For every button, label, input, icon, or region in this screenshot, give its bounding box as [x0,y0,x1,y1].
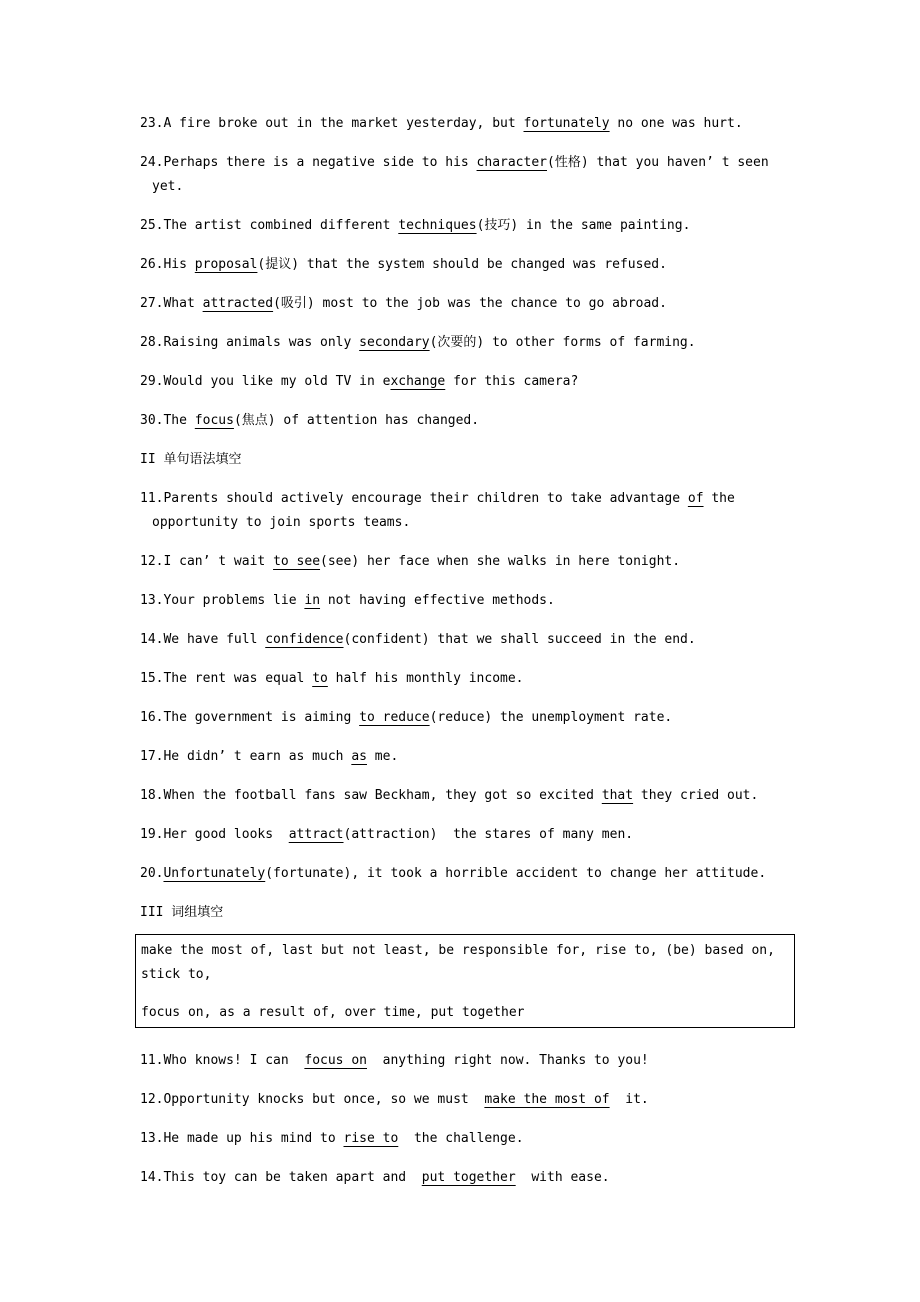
text-run: (技巧) in the same painting. [476,218,691,233]
underlined-answer: to [312,671,328,686]
text-run: anything right now. Thanks to you! [367,1053,649,1068]
grammar-item-13 [140,589,812,613]
underlined-answer: Unfortunately [163,866,266,881]
section-heading-2 [140,448,812,472]
text-run: yet. [152,179,184,194]
underlined-answer: in [304,593,321,608]
document-body [140,112,812,1205]
text-line [140,550,812,574]
text-line [140,862,812,886]
text-line [140,901,812,925]
text-run: with ease. [515,1170,610,1185]
text-run: (confident) that we shall succeed in the end. [343,632,696,647]
text-line [141,987,789,1001]
text-run: 11.Parents should actively encourage their children to take advantage [140,491,688,506]
grammar-item-16 [140,706,812,730]
text-line [140,214,812,238]
text-run: 13.Your problems lie [140,593,305,608]
grammar-item-19 [140,823,812,847]
text-line [141,963,789,987]
text-line [140,667,812,691]
text-run: half his monthly income. [327,671,524,686]
text-run: (次要的) to other forms of farming. [429,335,696,350]
grammar-item-17 [140,745,812,769]
text-line [140,448,812,472]
phrase-item-14 [140,1166,812,1190]
text-run: 19.Her good looks [140,827,289,842]
underlined-answer: secondary [359,335,430,350]
underlined-answer: put together [421,1170,516,1185]
text-run: not having effective methods. [320,593,555,608]
text-line [140,370,812,394]
exercise-item-30 [140,409,812,433]
text-line [140,1049,812,1073]
phrase-item-11 [140,1049,812,1073]
underlined-answer: focus [194,413,234,428]
underlined-answer: of [687,491,704,506]
grammar-item-18 [140,784,812,808]
text-run: 11.Who knows! I can [140,1053,305,1068]
text-run: 17.He didn’ t earn as much [140,749,352,764]
section-heading-3 [140,901,812,925]
text-line [140,487,812,511]
text-run: (reduce) the unemployment rate. [429,710,673,725]
grammar-item-15 [140,667,812,691]
text-run: 25.The artist combined different [140,218,399,233]
underlined-answer: make the most of [484,1092,610,1107]
text-line [140,1127,812,1151]
text-line [140,151,812,175]
text-run: 18.When the football fans saw Beckham, they got so excited [140,788,602,803]
text-run: 16.The government is aiming [140,710,360,725]
text-run: 26.His [140,257,195,272]
phrase-item-12 [140,1088,812,1112]
text-run: for this camera? [445,374,579,389]
phrase-item-13 [140,1127,812,1151]
grammar-item-20 [140,862,812,886]
exercise-item-26 [140,253,812,277]
text-run: (fortunate), it took a horrible accident to change her attitude. [265,866,767,881]
text-run: III 词组填空 [140,905,224,920]
phrase-bank-box [135,934,795,1028]
text-line [141,1001,789,1025]
underlined-answer: attracted [202,296,274,311]
text-run: 30.The [140,413,195,428]
text-run: 13.He made up his mind to [140,1131,344,1146]
text-line [141,939,789,963]
text-run: 15.The rent was equal [140,671,313,686]
text-run: it. [609,1092,649,1107]
underlined-answer: techniques [398,218,477,233]
text-run: the challenge. [398,1131,524,1146]
grammar-item-11 [140,487,812,535]
text-line [140,292,812,316]
grammar-item-14 [140,628,812,652]
text-line [140,706,812,730]
text-line [140,253,812,277]
underlined-answer: that [601,788,634,803]
text-line [140,112,812,136]
text-line [140,511,812,535]
text-run: me. [366,749,399,764]
text-run: 27.What [140,296,203,311]
text-line [140,1088,812,1112]
text-run: 23.A fire broke out in the market yesterday, but [140,116,524,131]
text-line [140,784,812,808]
exercise-item-24 [140,151,812,199]
underlined-answer: focus on [304,1053,367,1068]
text-run: II 单句语法填空 [140,452,242,467]
text-run: (吸引) most to the job was the chance to go abroad. [273,296,667,311]
text-run: (焦点) of attention has changed. [233,413,480,428]
underlined-answer: fortunately [523,116,610,131]
underlined-answer: to reduce [359,710,430,725]
text-line [140,823,812,847]
text-run: no one was hurt. [609,116,743,131]
text-run: stick to, [141,967,212,982]
text-run: opportunity to join sports teams. [152,515,411,530]
underlined-answer: attract [288,827,344,842]
text-run: focus on, as a result of, over time, put together [141,1005,525,1020]
underlined-answer: rise to [343,1131,399,1146]
text-run: (attraction) the stares of many men. [343,827,634,842]
exercise-item-25 [140,214,812,238]
text-line [140,175,812,199]
text-line [140,409,812,433]
underlined-answer: xchange [390,374,446,389]
text-run: (see) her face when she walks in here tonight. [320,554,681,569]
text-line [140,628,812,652]
text-run: 20. [140,866,164,881]
text-run: 24.Perhaps there is a negative side to his [140,155,477,170]
text-run: (提议) that the system should be changed was refused. [257,257,667,272]
text-run: they cried out. [633,788,759,803]
text-run: 29.Would you like my old TV in e [140,374,391,389]
underlined-answer: to see [273,554,321,569]
underlined-answer: proposal [194,257,258,272]
underlined-answer: character [476,155,547,170]
text-run: make the most of, last but not least, be responsible for, rise to, (be) based on, [141,943,775,958]
text-run: 12.I can’ t wait [140,554,274,569]
exercise-item-27 [140,292,812,316]
exercise-item-23 [140,112,812,136]
grammar-item-12 [140,550,812,574]
text-line [140,589,812,613]
text-run: 14.This toy can be taken apart and [140,1170,422,1185]
text-run: (性格) that you haven’ t seen [547,155,769,170]
text-run: the [703,491,735,506]
exercise-item-28 [140,331,812,355]
text-run: 12.Opportunity knocks but once, so we must [140,1092,485,1107]
exercise-item-29 [140,370,812,394]
text-line [140,331,812,355]
underlined-answer: confidence [265,632,344,647]
text-line [140,1166,812,1190]
underlined-answer: as [351,749,367,764]
text-line [140,745,812,769]
text-run: 14.We have full [140,632,266,647]
text-run: 28.Raising animals was only [140,335,360,350]
